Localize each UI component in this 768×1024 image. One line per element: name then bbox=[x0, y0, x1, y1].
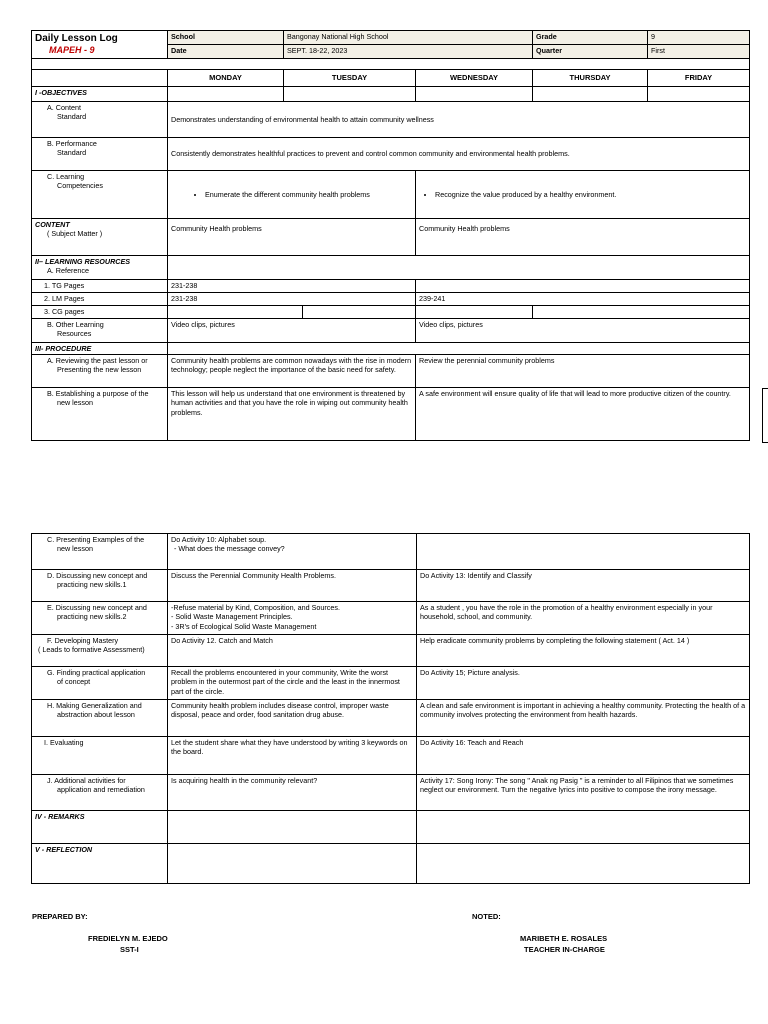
date-label: Date bbox=[168, 44, 284, 58]
day-tuesday: TUESDAY bbox=[284, 69, 416, 86]
content-wednesday: Community Health problems bbox=[416, 218, 750, 255]
label-line: F. Developing Mastery bbox=[47, 636, 119, 645]
prepared-by-title: SST-I bbox=[120, 945, 139, 954]
label-line: Resources bbox=[57, 329, 92, 339]
grade-value: 9 bbox=[648, 31, 750, 45]
procedure-e-label bbox=[32, 602, 168, 635]
content-monday: Community Health problems bbox=[168, 218, 416, 255]
prepared-by-name: FREDIELYN M. EJEDO bbox=[88, 934, 168, 943]
competencies-label bbox=[32, 170, 168, 218]
page-title: Daily Lesson Log bbox=[35, 33, 118, 44]
label-line: new lesson bbox=[57, 398, 93, 408]
lm-wednesday: 239-241 bbox=[416, 292, 750, 305]
text-line: - What does the message convey? bbox=[174, 544, 285, 554]
label-line: E. Discussing new concept and bbox=[47, 603, 147, 612]
procedure-g-monday: Recall the problems encountered in your community, Write the worst problem in the outermost part of the circle and the least in the innermost part of the circle. bbox=[168, 667, 417, 700]
lesson-log-table-top bbox=[31, 30, 750, 441]
tg-label: 1. TG Pages bbox=[32, 279, 168, 292]
day-friday: FRIDAY bbox=[648, 69, 750, 86]
procedure-f-wednesday: Help eradicate community problems by completing the following statement ( Act. 14 ) bbox=[417, 635, 750, 667]
label-line: ( Subject Matter ) bbox=[47, 229, 103, 239]
label-line: A. Content bbox=[47, 102, 81, 112]
other-resources-label bbox=[32, 318, 168, 342]
procedure-b-label bbox=[32, 388, 168, 441]
reflection-monday bbox=[168, 844, 417, 884]
date-value: SEPT. 18-22, 2023 bbox=[284, 44, 533, 58]
competency-item: • Enumerate the different community health problems bbox=[205, 190, 412, 199]
objectives-heading: I -OBJECTIVES bbox=[32, 86, 168, 101]
content-label bbox=[32, 218, 168, 255]
text-line: - 3R's of Ecological Solid Waste Management bbox=[171, 621, 317, 631]
text-line: -Refuse material by Kind, Composition, and Sources. bbox=[171, 603, 340, 612]
blank-cell bbox=[303, 305, 416, 318]
label-line: B. Establishing a purpose of the bbox=[47, 389, 149, 399]
procedure-h-label bbox=[32, 700, 168, 737]
blank-cell bbox=[168, 342, 750, 354]
label-line: Presenting the new lesson bbox=[57, 365, 142, 375]
procedure-a-wednesday: Review the perennial community problems bbox=[416, 355, 750, 388]
blank-cell bbox=[168, 255, 750, 279]
remarks-monday bbox=[168, 811, 417, 844]
label-line: Standard bbox=[57, 112, 87, 122]
label-line: practicing new skills.1 bbox=[57, 580, 127, 590]
day-wednesday: WEDNESDAY bbox=[416, 69, 533, 86]
blank-cell bbox=[284, 86, 416, 101]
quarter-label: Quarter bbox=[533, 44, 648, 58]
procedure-e-wednesday: As a student , you have the role in the promotion of a healthy environment especially in your household, school, and community. bbox=[417, 602, 750, 635]
procedure-b-wednesday: A safe environment will ensure quality of life that will lead to more productive citizen of the country. bbox=[416, 388, 750, 441]
label-line: G. Finding practical application bbox=[47, 668, 146, 677]
procedure-a-monday: Community health problems are common nowadays with the rise in modern technology; people neglect the importance of the basic need for safety. bbox=[168, 355, 416, 388]
text-line: - Solid Waste Management Principles. bbox=[171, 612, 293, 622]
procedure-heading: III- PROCEDURE bbox=[32, 342, 168, 354]
blank-cell bbox=[168, 86, 284, 101]
blank-cell bbox=[168, 305, 303, 318]
resources-label bbox=[32, 255, 168, 279]
label-line: A. Reviewing the past lesson or bbox=[47, 356, 148, 366]
label-line: CONTENT bbox=[35, 219, 70, 229]
procedure-g-label bbox=[32, 667, 168, 700]
label-line: D. Discussing new concept and bbox=[47, 571, 148, 580]
school-value: Bangonay National High School bbox=[284, 31, 533, 45]
procedure-i-monday: Let the student share what they have understood by writing 3 keywords on the board. bbox=[168, 737, 417, 775]
grade-label: Grade bbox=[533, 31, 648, 45]
procedure-j-monday: Is acquiring health in the community relevant? bbox=[168, 775, 417, 811]
label-line: Standard bbox=[57, 148, 87, 158]
performance-standard-value: Consistently demonstrates healthful practices to prevent and control common community and environmental health problems. bbox=[168, 137, 750, 170]
page-edge-line bbox=[762, 388, 768, 443]
noted-title: TEACHER IN-CHARGE bbox=[524, 945, 605, 954]
label-line: B. Performance bbox=[47, 138, 97, 148]
other-wednesday: Video clips, pictures bbox=[416, 318, 750, 342]
procedure-j-wednesday: Activity 17: Song Irony: The song " Anak ng Pasig " is a reminder to all Filipinos that we sometimes neglect our environment. Turn the negative lyrics into positive to compose the irony message. bbox=[417, 775, 750, 811]
other-monday: Video clips, pictures bbox=[168, 318, 416, 342]
prepared-by-label: PREPARED BY: bbox=[32, 912, 88, 921]
procedure-h-monday: Community health problem includes disease control, improper waste disposal, peace and order, food sanitation drug abuse. bbox=[168, 700, 417, 737]
label-line: practicing new skills.2 bbox=[57, 612, 127, 622]
label-line: new lesson bbox=[57, 544, 93, 554]
procedure-c-label bbox=[32, 534, 168, 570]
lm-label: 2. LM Pages bbox=[32, 292, 168, 305]
blank-cell bbox=[533, 305, 750, 318]
day-monday: MONDAY bbox=[168, 69, 284, 86]
label-line: C. Presenting Examples of the bbox=[47, 535, 145, 544]
day-corner bbox=[32, 69, 168, 86]
subject-label: MAPEH - 9 bbox=[49, 45, 95, 55]
label-line: II– LEARNING RESOURCES bbox=[35, 256, 131, 266]
procedure-j-label bbox=[32, 775, 168, 811]
tg-monday: 231-238 bbox=[168, 279, 416, 292]
blank-cell bbox=[416, 86, 533, 101]
procedure-d-wednesday: Do Activity 13: Identify and Classify bbox=[417, 570, 750, 602]
competency-monday bbox=[168, 170, 416, 218]
reflection-wednesday bbox=[417, 844, 750, 884]
performance-standard-label bbox=[32, 137, 168, 170]
competency-wednesday bbox=[416, 170, 750, 218]
blank-cell bbox=[648, 86, 750, 101]
reflection-label: V - REFLECTION bbox=[32, 844, 168, 884]
procedure-a-label bbox=[32, 355, 168, 388]
label-line: J. Additional activities for bbox=[47, 776, 126, 785]
procedure-h-wednesday: A clean and safe environment is important in achieving a healthy community. Protecting the health of a community involves protecting the environment from health hazards. bbox=[417, 700, 750, 737]
blank-cell bbox=[533, 86, 648, 101]
label-line: C. Learning bbox=[47, 171, 85, 181]
tg-wednesday bbox=[416, 279, 750, 292]
lesson-log-table-bottom bbox=[31, 533, 750, 884]
school-label: School bbox=[168, 31, 284, 45]
label-line: of concept bbox=[57, 677, 91, 687]
procedure-f-monday: Do Activity 12. Catch and Match bbox=[168, 635, 417, 667]
content-standard-label bbox=[32, 101, 168, 137]
label-line: A. Reference bbox=[47, 266, 89, 276]
procedure-e-monday bbox=[168, 602, 417, 635]
spacer-row bbox=[32, 58, 750, 69]
label-line: application and remediation bbox=[57, 785, 145, 795]
procedure-d-label bbox=[32, 570, 168, 602]
label-line: B. Other Learning bbox=[47, 319, 104, 329]
procedure-i-wednesday: Do Activity 16: Teach and Reach bbox=[417, 737, 750, 775]
procedure-d-monday: Discuss the Perennial Community Health Problems. bbox=[168, 570, 417, 602]
procedure-f-label bbox=[32, 635, 168, 667]
lm-monday: 231-238 bbox=[168, 292, 416, 305]
noted-label: NOTED: bbox=[472, 912, 501, 921]
remarks-label: IV - REMARKS bbox=[32, 811, 168, 844]
quarter-value: First bbox=[648, 44, 750, 58]
procedure-c-wednesday bbox=[417, 534, 750, 570]
content-standard-value: Demonstrates understanding of environmental health to attain community wellness bbox=[168, 101, 750, 137]
label-line: Competencies bbox=[57, 181, 103, 191]
cg-label: 3. CG pages bbox=[32, 305, 168, 318]
title-cell bbox=[32, 31, 168, 59]
remarks-wednesday bbox=[417, 811, 750, 844]
procedure-b-monday: This lesson will help us understand that one environment is threatened by human activities and that you have the role in wiping out community health problems. bbox=[168, 388, 416, 441]
day-thursday: THURSDAY bbox=[533, 69, 648, 86]
noted-name: MARIBETH E. ROSALES bbox=[520, 934, 608, 943]
procedure-g-wednesday: Do Activity 15; Picture analysis. bbox=[417, 667, 750, 700]
label-line: ( Leads to formative Assessment) bbox=[38, 645, 145, 655]
label-line: H. Making Generalization and bbox=[47, 701, 142, 710]
procedure-c-monday bbox=[168, 534, 417, 570]
procedure-i-label: I. Evaluating bbox=[32, 737, 168, 775]
competency-item: • Recognize the value produced by a healthy environment. bbox=[435, 190, 746, 199]
label-line: abstraction about lesson bbox=[57, 710, 135, 720]
blank-cell bbox=[416, 305, 533, 318]
text-line: Do Activity 10: Alphabet soup. bbox=[171, 535, 267, 544]
